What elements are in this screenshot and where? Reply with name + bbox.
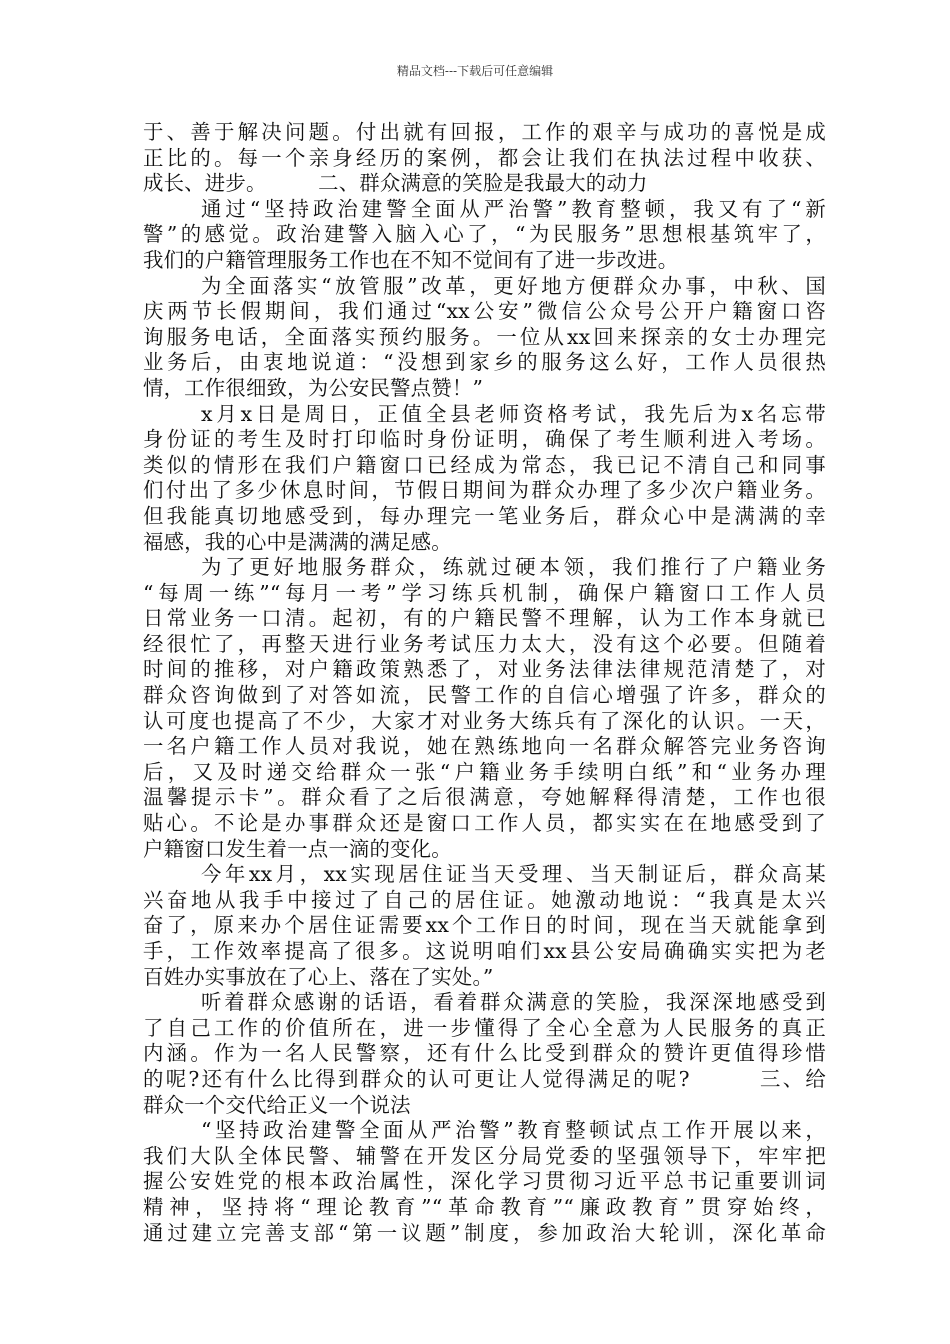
text-line: 正比的。每一个亲身经历的案例，都会让我们在执法过程中收获、 — [143, 145, 826, 170]
text-line: 我们大队全体民警、辅警在开发区分局党委的坚强领导下，牢牢把 — [143, 1143, 826, 1168]
document-body — [143, 120, 826, 1246]
text-line: 精神，坚持将“理论教育”“革命教育”“廉政教育”贯穿始终， — [143, 1194, 826, 1219]
text-line: 奋了，原来办个居住证需要xx个工作日的时间，现在当天就能拿到 — [143, 913, 826, 938]
text-line: 日常业务一口清。起初，有的户籍民警不理解，认为工作本身就已 — [143, 606, 826, 631]
text-line: 户籍窗口发生着一点一滴的变化。 — [143, 836, 452, 861]
text-line: 我们的户籍管理服务工作也在不知不觉间有了进一步改进。 — [143, 247, 679, 272]
text-line: 询服务电话，全面落实预约服务。一位从xx回来探亲的女士办理完 — [143, 324, 826, 349]
text-line: 群众咨询做到了对答如流，民警工作的自信心增强了许多，群众的 — [143, 683, 826, 708]
text-line: 听着群众感谢的话语，看着群众满意的笑脸，我深深地感受到 — [201, 990, 826, 1015]
text-line: 后，又及时递交给群众一张“户籍业务手续明白纸”和“业务办理 — [143, 759, 826, 784]
text-line: 时间的推移，对户籍政策熟悉了，对业务法律法律规范清楚了，对 — [143, 657, 826, 682]
text-line: 今年xx月，xx实现居住证当天受理、当天制证后，群众高某 — [201, 862, 826, 887]
text-line: 兴奋地从我手中接过了自己的居住证。她激动地说：“我真是太兴 — [143, 887, 826, 912]
text-line: 手，工作效率提高了很多。这说明咱们xx县公安局确确实实把为老 — [143, 939, 826, 963]
text-line: 业务后，由衷地说道：“没想到家乡的服务这么好，工作人员很热 — [143, 350, 826, 375]
text-line: 贴心。不论是办事群众还是窗口工作人员，都实实在在地感受到了 — [143, 811, 826, 836]
text-line: 一名户籍工作人员对我说，她在熟练地向一名群众解答完业务咨询 — [143, 734, 826, 759]
text-line: 为全面落实“放管服”改革，更好地方便群众办事，中秋、国 — [201, 273, 826, 298]
text-line: 通过“坚持政治建警全面从严治警”教育整顿，我又有了“新 — [201, 196, 826, 221]
text-line: 为了更好地服务群众，练就过硬本领，我们推行了户籍业务 — [201, 555, 826, 580]
text-line: 群众一个交代给正义一个说法 — [143, 1092, 411, 1117]
text-line: 庆两节长假期间，我们通过“xx公安”微信公众号公开户籍窗口咨 — [143, 299, 826, 324]
text-line: 警”的感觉。政治建警入脑入心了，“为民服务”思想根基筑牢了， — [143, 222, 826, 247]
text-line: 握公安姓党的根本政治属性，深化学习贯彻习近平总书记重要训词 — [143, 1169, 826, 1194]
text-line: 们付出了多少休息时间，节假日期间为群众办理了多少次户籍业务。 — [143, 478, 826, 503]
text-line: 温馨提示卡”。群众看了之后很满意，夸她解释得清楚，工作也很 — [143, 785, 826, 810]
text-line: 成长、进步。 二、群众满意的笑脸是我最大的动力 — [143, 171, 648, 196]
text-line: 通过建立完善支部“第一议题”制度，参加政治大轮训，深化革命 — [143, 1220, 826, 1245]
text-line: “每周一练”“每月一考”学习练兵机制，确保户籍窗口工作人员 — [143, 580, 826, 605]
text-line: “坚持政治建警全面从严治警”教育整顿试点工作开展以来， — [201, 1118, 826, 1143]
text-line: 身份证的考生及时打印临时身份证明，确保了考生顺利进入考场。 — [143, 427, 826, 452]
text-line: 内涵。作为一名人民警察，还有什么比受到群众的赞许更值得珍惜 — [143, 1041, 826, 1066]
text-line: 认可度也提高了不少，大家才对业务大练兵有了深化的认识。一天， — [143, 708, 826, 733]
page-header: 精品文档---下载后可任意编辑 — [396, 64, 554, 78]
text-line: 于、善于解决问题。付出就有回报，工作的艰辛与成功的喜悦是成 — [143, 120, 826, 144]
text-line: 情，工作很细致，为公安民警点赞！” — [143, 375, 484, 400]
text-line: 了自己工作的价值所在，进一步懂得了全心全意为人民服务的真正 — [143, 1015, 826, 1040]
text-line: 类似的情形在我们户籍窗口已经成为常态，我已记不清自己和同事 — [143, 452, 826, 477]
text-line: 福感，我的心中是满满的满足感。 — [143, 529, 452, 554]
text-line: 的呢?还有什么比得到群众的认可更让人觉得满足的呢? 三、给 — [143, 1066, 826, 1091]
text-line: 经很忙了，再整天进行业务考试压力太大，没有这个必要。但随着 — [143, 631, 826, 656]
text-line: 但我能真切地感受到，每办理完一笔业务后，群众心中是满满的幸 — [143, 503, 826, 528]
text-line: x月x日是周日，正值全县老师资格考试，我先后为x名忘带 — [201, 401, 826, 426]
text-line: 百姓办实事放在了心上、落在了实处。” — [143, 964, 494, 989]
